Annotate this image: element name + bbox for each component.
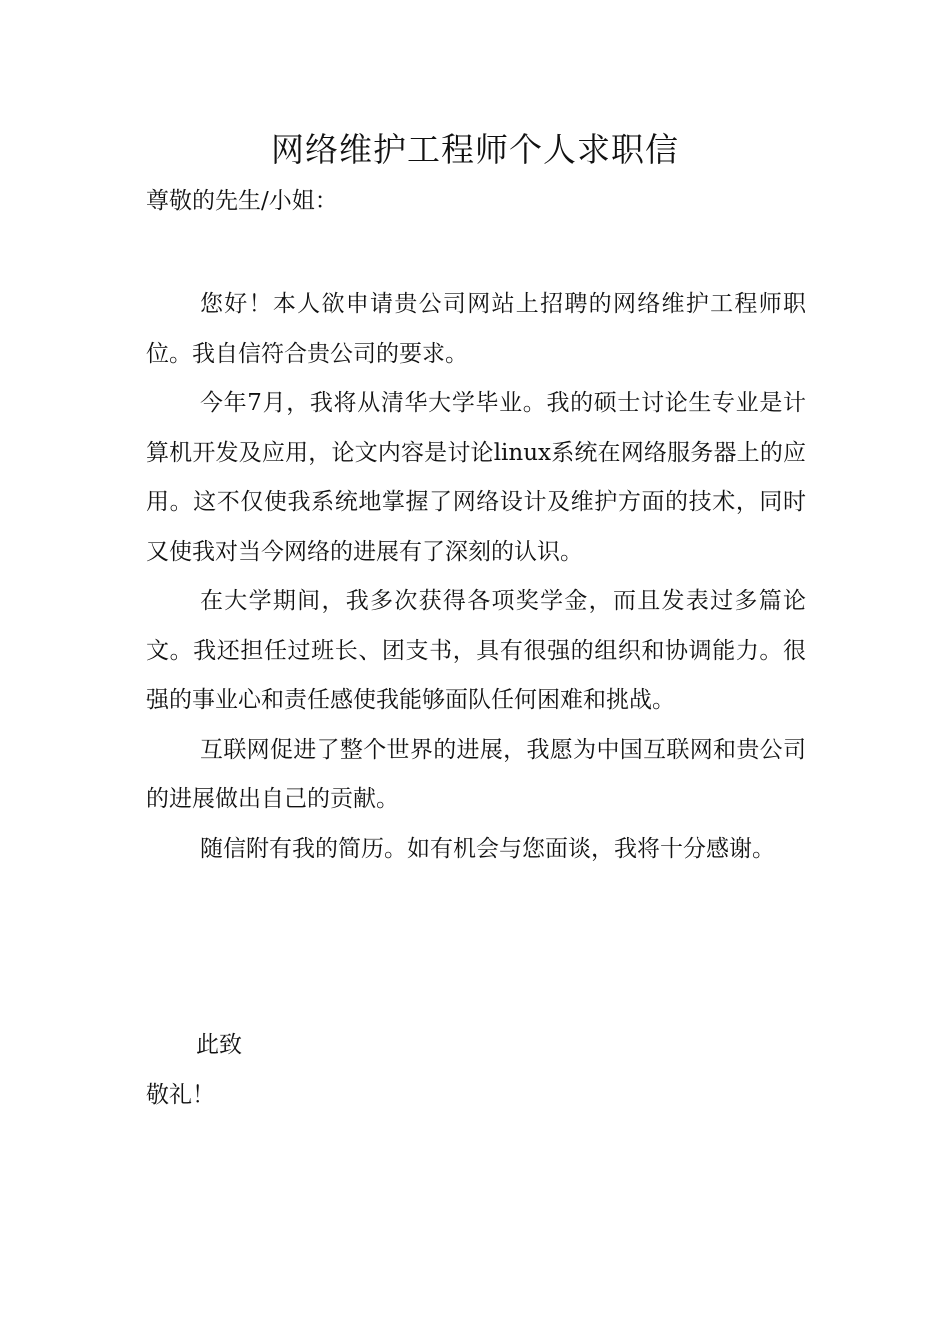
- paragraph-achievements: 在大学期间，我多次获得各项奖学金，而且发表过多篇论文。我还担任过班长、团支书，具有很强的组织和协调能力。很强的事业心和责任感使我能够面队任何困难和挑战。: [146, 588, 806, 713]
- paragraph-aspiration: 互联网促进了整个世界的进展，我愿为中国互联网和贵公司的进展做出自己的贡献。: [146, 736, 806, 812]
- salutation: 尊敬的先生/小姐：: [146, 188, 338, 214]
- paragraph-resume: 随信附有我的简历。如有机会与您面谈，我将十分感谢。: [200, 835, 775, 862]
- paragraph-intro: 您好！本人欲申请贵公司网站上招聘的网络维护工程师职位。我自信符合贵公司的要求。: [146, 291, 806, 367]
- paragraph-education: 今年7月，我将从清华大学毕业。我的硕士讨论生专业是计算机开发及应用，论文内容是讨论linux系统在网络服务器上的应用。这不仅使我系统地掌握了网络设计及维护方面的技术，同时又使我对当今网络的进展有了深刻的认识。: [146, 390, 806, 565]
- document-title: 网络维护工程师个人求职信: [271, 130, 679, 169]
- closing-line-2: 敬礼！: [146, 1082, 215, 1108]
- letter-body: [146, 280, 806, 874]
- closing-line-1: 此致: [196, 1032, 242, 1058]
